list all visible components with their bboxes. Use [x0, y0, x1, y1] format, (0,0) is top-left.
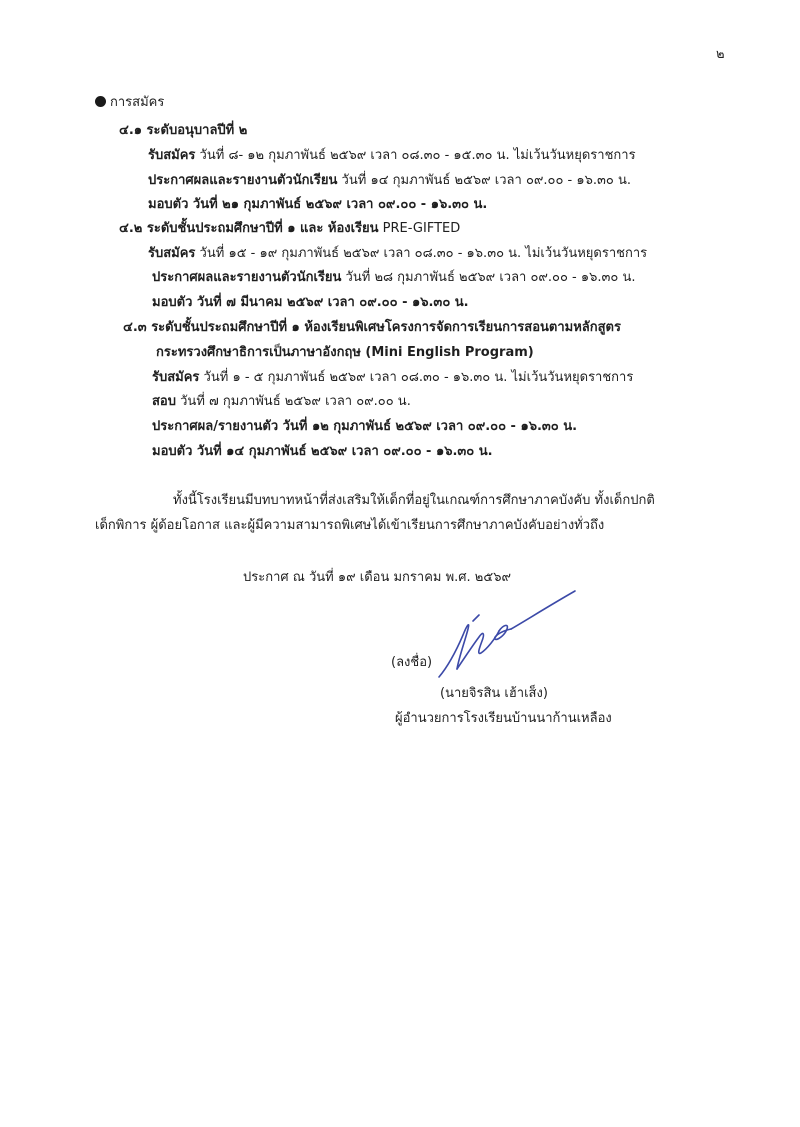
line-text: เวลา ๐๙.๐๐ - ๑๖.๓๐ น. [323, 295, 469, 310]
signature-label: (ลงชื่อ) [391, 655, 433, 670]
bullet-icon [95, 96, 106, 107]
line-label: ประกาศผลและรายงานตัวนักเรียน [152, 270, 342, 285]
line-text: วันที่ ๒๘ กุมภาพันธ์ ๒๕๖๙ เวลา ๐๙.๐๐ - ๑๖.๓๐ น. [341, 270, 636, 285]
section-heading-text: การสมัคร [110, 95, 165, 110]
level-3-line-4 [152, 441, 493, 463]
line-label: รับสมัคร [148, 148, 196, 163]
line-label: ประกาศผลและรายงานตัวนักเรียน [148, 173, 338, 188]
section-heading [95, 92, 164, 114]
line-text: วันที่ ๑๔ กุมภาพันธ์ ๒๕๖๙ เวลา ๐๙.๐๐ - ๑๖.๓๐ น. [337, 173, 631, 188]
page-number: ๒ [716, 47, 725, 62]
level-2-line-2 [152, 267, 635, 289]
line-label: มอบตัว วันที่ ๗ มีนาคม ๒๕๖๙ [152, 295, 324, 310]
level-2-line-3 [152, 292, 469, 314]
line-text: วันที่ ๑ - ๕ กุมภาพันธ์ ๒๕๖๙ เวลา ๐๘.๓๐ - ๑๖.๓๐ น. ไม่เว้นวันหยุดราชการ [199, 370, 634, 385]
line-label: สอบ [152, 394, 176, 409]
signer-name: (นายจิรสิน เฮ้าเส็ง) [440, 686, 548, 701]
level-3-line-2 [152, 391, 411, 413]
closing-paragraph-line-2: เด็กพิการ ผู้ด้อยโอกาส และผู้มีความสามารถพิเศษได้เข้าเรียนการศึกษาภาคบังคับอย่างทั่วถึง [95, 518, 605, 533]
level-1-line-3 [148, 194, 487, 216]
line-label: ประกาศผล/รายงานตัว วันที่ ๑๒ กุมภาพันธ์ ๒๕๖๙ เวลา ๐๙.๐๐ - ๑๖.๓๐ น. [152, 419, 578, 434]
level-1-line-2 [148, 170, 631, 192]
line-label: มอบตัว วันที่ ๒๑ กุมภาพันธ์ ๒๕๖๙ เวลา ๐๙.๐๐ - ๑๖.๓๐ น. [148, 197, 488, 212]
level-3-line-1 [152, 367, 633, 389]
line-text: วันที่ ๑๕ - ๑๙ กุมภาพันธ์ ๒๕๖๙ เวลา ๐๘.๓๐ - ๑๖.๓๐ น. ไม่เว้นวันหยุดราชการ [195, 246, 648, 261]
line-text: วันที่ ๘- ๑๒ กุมภาพันธ์ ๒๕๖๙ เวลา ๐๘.๓๐ - ๑๕.๓๐ น. ไม่เว้นวันหยุดราชการ [195, 148, 636, 163]
signer-title: ผู้อำนวยการโรงเรียนบ้านนาก้านเหลือง [395, 711, 612, 726]
level-3-title: ๔.๓ ระดับชั้นประถมศึกษาปีที่ ๑ ห้องเรียนพิเศษโครงการจัดการเรียนการสอนตามหลักสูตร [123, 320, 621, 335]
closing-paragraph-line-1: ทั้งนี้โรงเรียนมีบทบาทหน้าที่ส่งเสริมให้เด็กที่อยู่ในเกณฑ์การศึกษาภาคบังคับ ทั้งเด็กปกติ [173, 493, 655, 508]
line-label: มอบตัว วันที่ ๑๔ กุมภาพันธ์ ๒๕๖๙ เวลา ๐๙.๐๐ - ๑๖.๓๐ น. [152, 444, 493, 459]
handwritten-signature [435, 585, 580, 685]
level-2-line-1 [148, 243, 647, 265]
announcement-date: ประกาศ ณ วันที่ ๑๙ เดือน มกราคม พ.ศ. ๒๕๖๙ [243, 570, 511, 585]
level-3-title-line-2: กระทรวงศึกษาธิการเป็นภาษาอังกฤษ (Mini English Program) [156, 345, 534, 360]
level-2-title [119, 218, 460, 240]
line-label: รับสมัคร [152, 370, 200, 385]
line-label: รับสมัคร [148, 246, 196, 261]
level-3-line-3 [152, 416, 577, 438]
line-text: วันที่ ๗ กุมภาพันธ์ ๒๕๖๙ เวลา ๐๙.๐๐ น. [176, 394, 411, 409]
level-title-bold: ๔.๒ ระดับชั้นประถมศึกษาปีที่ ๑ และ ห้องเรียน [119, 221, 379, 236]
level-title-plain: PRE-GIFTED [378, 221, 461, 236]
level-1-line-1 [148, 145, 636, 167]
level-1-title: ๔.๑ ระดับอนุบาลปีที่ ๒ [119, 123, 248, 138]
